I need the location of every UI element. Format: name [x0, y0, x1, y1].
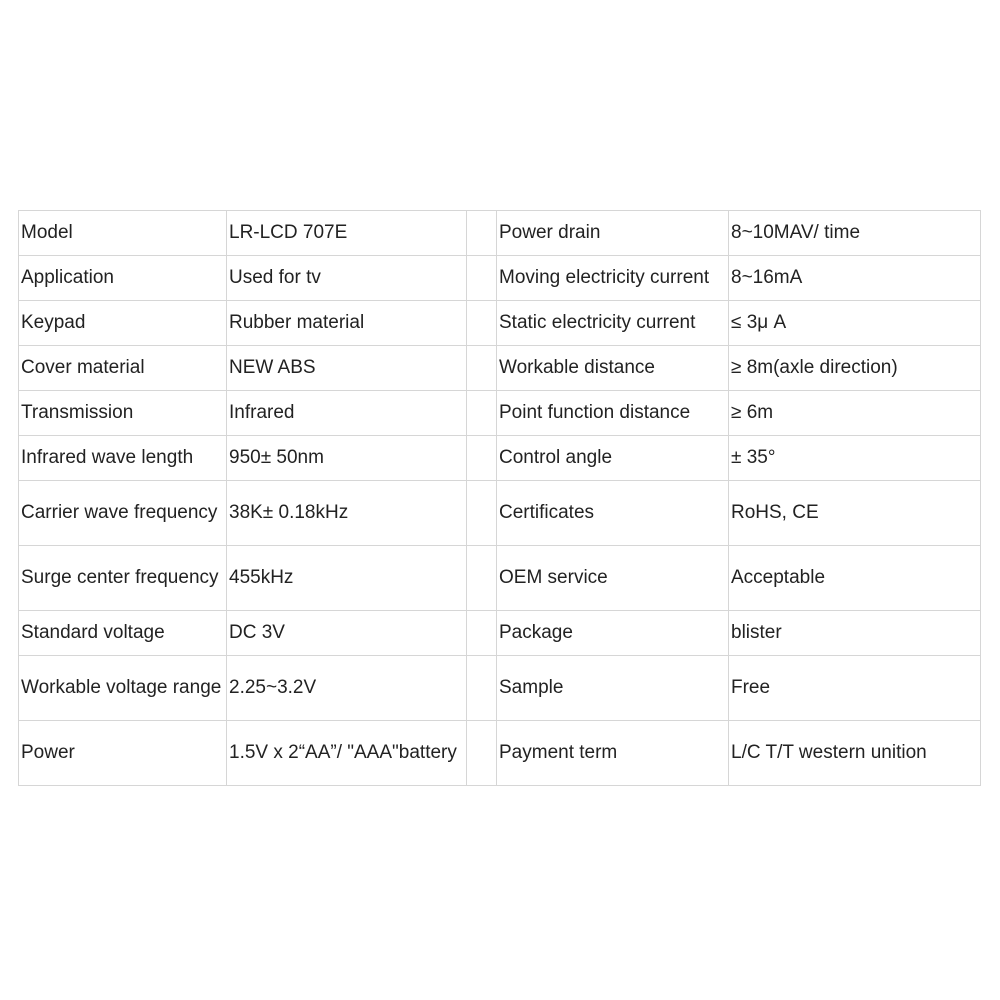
column-gap [467, 391, 497, 436]
spec-label: Power drain [497, 211, 729, 256]
column-gap [467, 211, 497, 256]
column-gap [467, 611, 497, 656]
spec-label: Point function distance [497, 391, 729, 436]
spec-label: Static electricity current [497, 301, 729, 346]
column-gap [467, 481, 497, 546]
table-row [19, 301, 981, 346]
table-row [19, 391, 981, 436]
spec-value: 455kHz [227, 546, 467, 611]
spec-label: Standard voltage [19, 611, 227, 656]
spec-value: 38K± 0.18kHz [227, 481, 467, 546]
table-row [19, 656, 981, 721]
spec-value: blister [729, 611, 981, 656]
column-gap [467, 436, 497, 481]
column-gap [467, 656, 497, 721]
spec-label: Payment term [497, 721, 729, 786]
spec-value: DC 3V [227, 611, 467, 656]
table-row [19, 436, 981, 481]
table-row [19, 256, 981, 301]
table-row [19, 546, 981, 611]
spec-value: Free [729, 656, 981, 721]
column-gap [467, 546, 497, 611]
spec-label: Package [497, 611, 729, 656]
spec-value: L/C T/T western unition [729, 721, 981, 786]
table-row [19, 721, 981, 786]
spec-label: Surge center frequency [19, 546, 227, 611]
spec-value: 8~16mA [729, 256, 981, 301]
spec-label: Workable distance [497, 346, 729, 391]
table-row [19, 481, 981, 546]
spec-label: Model [19, 211, 227, 256]
spec-label: Infrared wave length [19, 436, 227, 481]
spec-label: Cover material [19, 346, 227, 391]
spec-label: Certificates [497, 481, 729, 546]
spec-value: ≥ 6m [729, 391, 981, 436]
spec-value: ≤ 3μ A [729, 301, 981, 346]
spec-label: Transmission [19, 391, 227, 436]
spec-label: Application [19, 256, 227, 301]
spec-label: Power [19, 721, 227, 786]
spec-label: Workable voltage range [19, 656, 227, 721]
spec-value: 950± 50nm [227, 436, 467, 481]
spec-value: ± 35° [729, 436, 981, 481]
spec-label: Control angle [497, 436, 729, 481]
column-gap [467, 301, 497, 346]
spec-label: Sample [497, 656, 729, 721]
spec-label: Keypad [19, 301, 227, 346]
spec-label: Carrier wave frequency [19, 481, 227, 546]
spec-value: NEW ABS [227, 346, 467, 391]
table-row [19, 211, 981, 256]
table-row [19, 611, 981, 656]
spec-value: Acceptable [729, 546, 981, 611]
spec-value: Used for tv [227, 256, 467, 301]
column-gap [467, 346, 497, 391]
spec-value: Rubber material [227, 301, 467, 346]
spec-label: OEM service [497, 546, 729, 611]
spec-label: Moving electricity current [497, 256, 729, 301]
table-row [19, 346, 981, 391]
spec-value: 2.25~3.2V [227, 656, 467, 721]
spec-value: 1.5V x 2“AA”/ "AAA"battery [227, 721, 467, 786]
spec-value: 8~10MAV/ time [729, 211, 981, 256]
spec-value: ≥ 8m(axle direction) [729, 346, 981, 391]
spec-value: Infrared [227, 391, 467, 436]
column-gap [467, 256, 497, 301]
spec-value: LR-LCD 707E [227, 211, 467, 256]
column-gap [467, 721, 497, 786]
spec-value: RoHS, CE [729, 481, 981, 546]
spec-table [18, 210, 981, 786]
